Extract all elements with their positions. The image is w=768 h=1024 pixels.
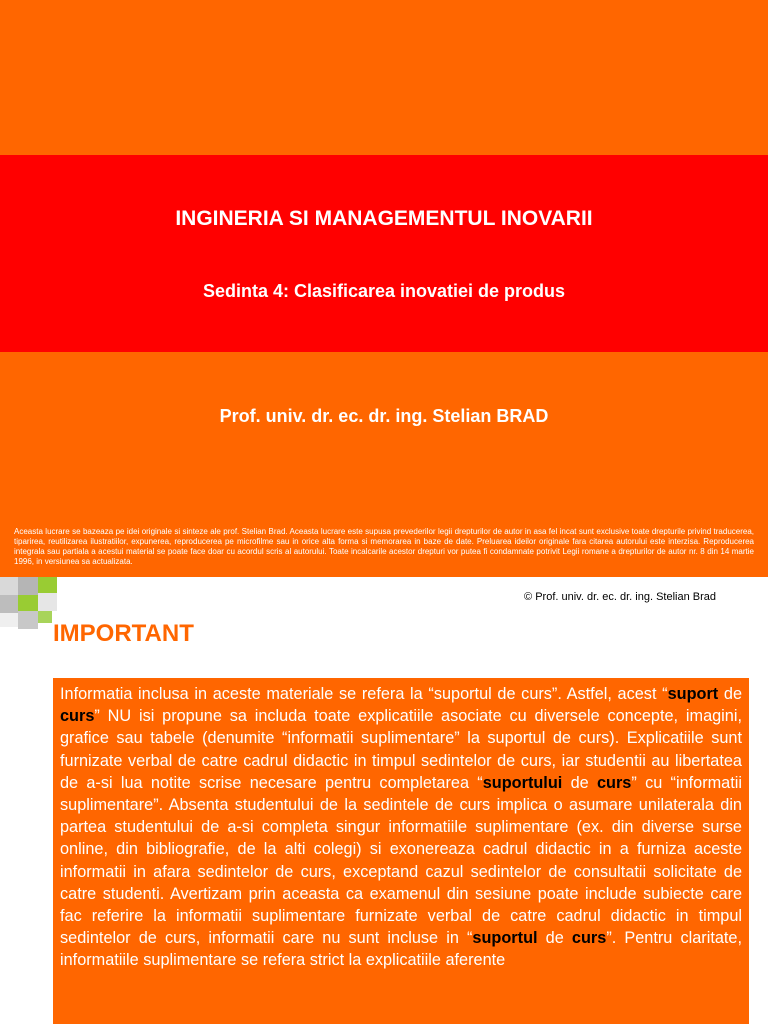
title-band (0, 155, 768, 352)
author-name: Prof. univ. dr. ec. dr. ing. Stelian BRAD (219, 406, 549, 426)
course-support-notice: Informatia inclusa in aceste materiale se refera la “suportul de curs”. Astfel, acest “suport de curs” NU isi propune sa includa toate explicatiile asociate cu diversele concepte, imagini, grafice sau tabele (denumite “informatii suplimentare” la suportul de curs). Explicatiile sunt furnizate verbal de catre cadrul didactic in timpul sedintelor de curs, iar studentii au libertatea de a-si lua notite scrise necesare pentru completarea “suportului de curs” cu “informatii suplimentare”. Absenta studentului de la sedintele de curs implica o asumare unilaterala din partea studentului de a-si completa singur informatiile suplimentare (ex. din diverse surse online, din bibliografie, de la alti colegi) si exonereaza cadrul didactic in a furniza aceste informatii in afara sedintelor de curs, exceptand cazul sedintelor de consultatii solicitate de catre studenti. Avertizam prin aceasta ca examenul din sesiune poate include subiecte care fac referire la informatii suplimentare furnizate verbal de catre cadrul didactic in timpul sedintelor de curs, informatii care nu sunt incluse in “suportul de curs”. Pentru claritate, informatiile suplimentare se refera strict la explicatiile aferente (53, 678, 749, 1024)
emphasis-term: suportului (482, 773, 563, 792)
emphasis-term: curs (60, 707, 95, 726)
important-slide (0, 577, 768, 1024)
course-title: INGINERIA SI MANAGEMENTUL INOVARII (175, 207, 593, 230)
emphasis-term: suport (667, 685, 719, 703)
copyright-disclaimer: Aceasta lucrare se bazeaza pe idei originale si sinteze ale prof. Stelian Brad. Aceasta lucrare este supusa prevederilor legii drepturilor de autor in asa fel incat sunt exclusive toate drepturile privind traducerea, tiparirea, reutilizarea ilustratiilor, expunerea, reproducerea pe microfilme sau in orice alta forma si memorarea in baze de date. Preluarea ideilor originale fara citarea autorului este interzisa. Reproducerea integrala sau partiala a acestui material se poate face doar cu acordul scris al autorului. Toate incalcarile acestor drepturi vor putea fi condamnate potrivit Legii romane a drepturilor de autor nr. 8 din 14 martie 1996, in versiunea sa actualizata. (14, 527, 754, 566)
copyright-notice: © Prof. univ. dr. ec. dr. ing. Stelian Brad (524, 591, 716, 603)
emphasis-term: suportul (472, 929, 538, 948)
session-subtitle: Sedinta 4: Clasificarea inovatiei de produs (202, 281, 566, 301)
important-heading: IMPORTANT (53, 620, 194, 647)
emphasis-term: curs (571, 929, 607, 948)
emphasis-term: curs (596, 773, 632, 792)
